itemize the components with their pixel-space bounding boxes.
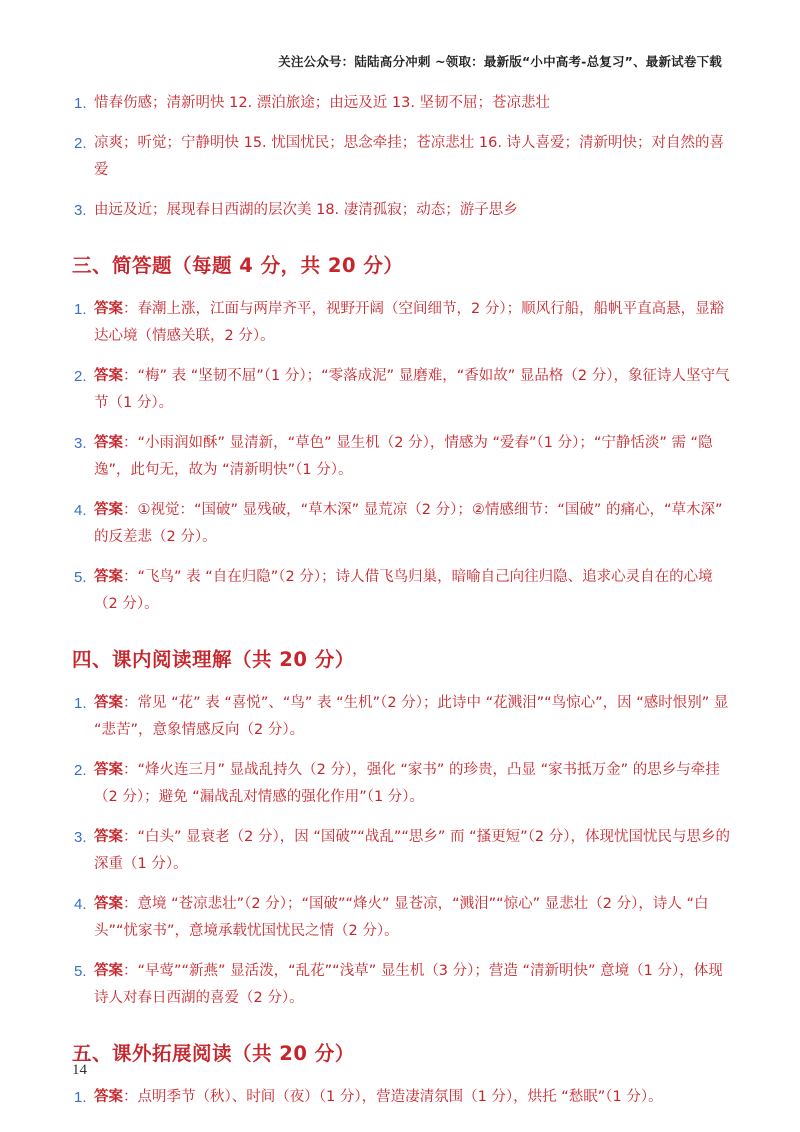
list-item xyxy=(72,1084,732,1111)
answer-label: 答案 xyxy=(94,695,123,711)
list-item xyxy=(72,891,732,945)
item-text: ：“飞鸟” 表 “自在归隐”（2 分）；诗人借飞鸟归巢，暗喻自己向往归隐、追求心灵自在的心境（2 分）。 xyxy=(94,569,713,612)
item-number: 2. xyxy=(74,135,87,152)
list-item xyxy=(72,690,732,744)
list-item xyxy=(72,296,732,350)
answer-label: 答案 xyxy=(94,301,123,317)
section-title-extended-reading: 五、课外拓展阅读（共 20 分） xyxy=(72,1042,355,1065)
item-text: ：点明季节（秋）、时间（夜）（1 分），营造凄清氛围（1 分），烘托 “愁眠”（1 分）。 xyxy=(123,1089,663,1105)
list-item xyxy=(72,497,732,551)
item-number: 2. xyxy=(74,368,87,385)
item-number: 5. xyxy=(74,569,87,586)
section-extended-reading xyxy=(72,1084,732,1111)
item-number: 3. xyxy=(74,435,87,452)
item-number: 4. xyxy=(74,502,87,519)
item-text: ：“白头” 显衰老（2 分），因 “国破”“战乱”“思乡” 而 “搔更短”（2 分），体现忧国忧民与思乡的深重（1 分）。 xyxy=(94,829,730,872)
item-text: ：“梅” 表 “坚韧不屈”（1 分）；“零落成泥” 显磨难，“香如故” 显品格（2 分），象征诗人坚守气节（1 分）。 xyxy=(94,368,730,411)
list-item xyxy=(72,130,732,184)
section-title-short-answer: 三、简答题（每题 4 分，共 20 分） xyxy=(72,254,404,277)
list-item xyxy=(72,430,732,484)
answer-label: 答案 xyxy=(94,762,123,778)
list-item xyxy=(72,958,732,1012)
item-text: ：常见 “花” 表 “喜悦”、“鸟” 表 “生机”（2 分）；此诗中 “花溅泪”“鸟惊心”，因 “感时恨别” 显 “悲苦”，意象情感反向（2 分）。 xyxy=(94,695,729,738)
item-text: ：春潮上涨，江面与两岸齐平，视野开阔（空间细节，2 分）；顺风行船，船帆平直高悬，显豁达心境（情感关联，2 分）。 xyxy=(94,301,725,344)
answer-label: 答案 xyxy=(94,829,123,845)
list-item xyxy=(72,363,732,417)
top-list xyxy=(72,90,732,224)
section-title-in-class-reading: 四、课内阅读理解（共 20 分） xyxy=(72,648,355,671)
list-item xyxy=(72,90,732,117)
item-number: 1. xyxy=(74,95,87,112)
item-text: 惜春伤感；清新明快 12. 漂泊旅途；由远及近 13. 坚韧不屈；苍凉悲壮 xyxy=(94,95,551,111)
answer-label: 答案 xyxy=(94,896,123,912)
list-item xyxy=(72,824,732,878)
item-number: 4. xyxy=(74,896,87,913)
item-text: ：①视觉：“国破” 显残破，“草木深” 显荒凉（2 分）；②情感细节：“国破” 的痛心，“草木深” 的反差悲（2 分）。 xyxy=(94,502,723,545)
document-body xyxy=(72,90,732,1124)
page-header: 关注公众号：陆陆高分冲刺 ~领取：最新版“小中高考-总复习”、最新试卷下载 xyxy=(278,54,722,69)
item-text: ：意境 “苍凉悲壮”（2 分）；“国破”“烽火” 显苍凉，“溅泪”“惊心” 显悲壮（2 分），诗人 “白头”“忧家书”，意境承载忧国忧民之情（2 分）。 xyxy=(94,896,709,939)
item-text: 凉爽；听觉；宁静明快 15. 忧国忧民；思念牵挂；苍凉悲壮 16. 诗人喜爱；清新明快；对自然的喜爱 xyxy=(94,135,725,178)
answer-label: 答案 xyxy=(94,435,123,451)
item-number: 5. xyxy=(74,963,87,980)
list-item xyxy=(72,197,732,224)
answer-label: 答案 xyxy=(94,1089,123,1105)
answer-label: 答案 xyxy=(94,963,123,979)
list-item xyxy=(72,757,732,811)
section-short-answer xyxy=(72,296,732,618)
page-number: 14 xyxy=(72,1062,87,1078)
answer-label: 答案 xyxy=(94,569,123,585)
answer-label: 答案 xyxy=(94,502,123,518)
item-text: 由远及近；展现春日西湖的层次美 18. 凄清孤寂；动态；游子思乡 xyxy=(94,202,518,218)
item-text: ：“烽火连三月” 显战乱持久（2 分），强化 “家书” 的珍贵，凸显 “家书抵万金” 的思乡与牵挂（2 分）；避免 “漏战乱对情感的强化作用”（1 分）。 xyxy=(94,762,720,805)
item-text: ：“早莺”“新燕” 显活泼，“乱花”“浅草” 显生机（3 分）；营造 “清新明快” 意境（1 分），体现诗人对春日西湖的喜爱（2 分）。 xyxy=(94,963,723,1006)
item-number: 2. xyxy=(74,762,87,779)
answer-label: 答案 xyxy=(94,368,123,384)
item-number: 1. xyxy=(74,301,87,318)
item-number: 1. xyxy=(74,1089,87,1106)
item-number: 3. xyxy=(74,829,87,846)
section-in-class-reading xyxy=(72,690,732,1012)
item-number: 1. xyxy=(74,695,87,712)
item-number: 3. xyxy=(74,202,87,219)
item-text: ：“小雨润如酥” 显清新，“草色” 显生机（2 分），情感为 “爱春”（1 分）；“宁静恬淡” 需 “隐逸”，此句无，故为 “清新明快”（1 分）。 xyxy=(94,435,713,478)
list-item xyxy=(72,564,732,618)
